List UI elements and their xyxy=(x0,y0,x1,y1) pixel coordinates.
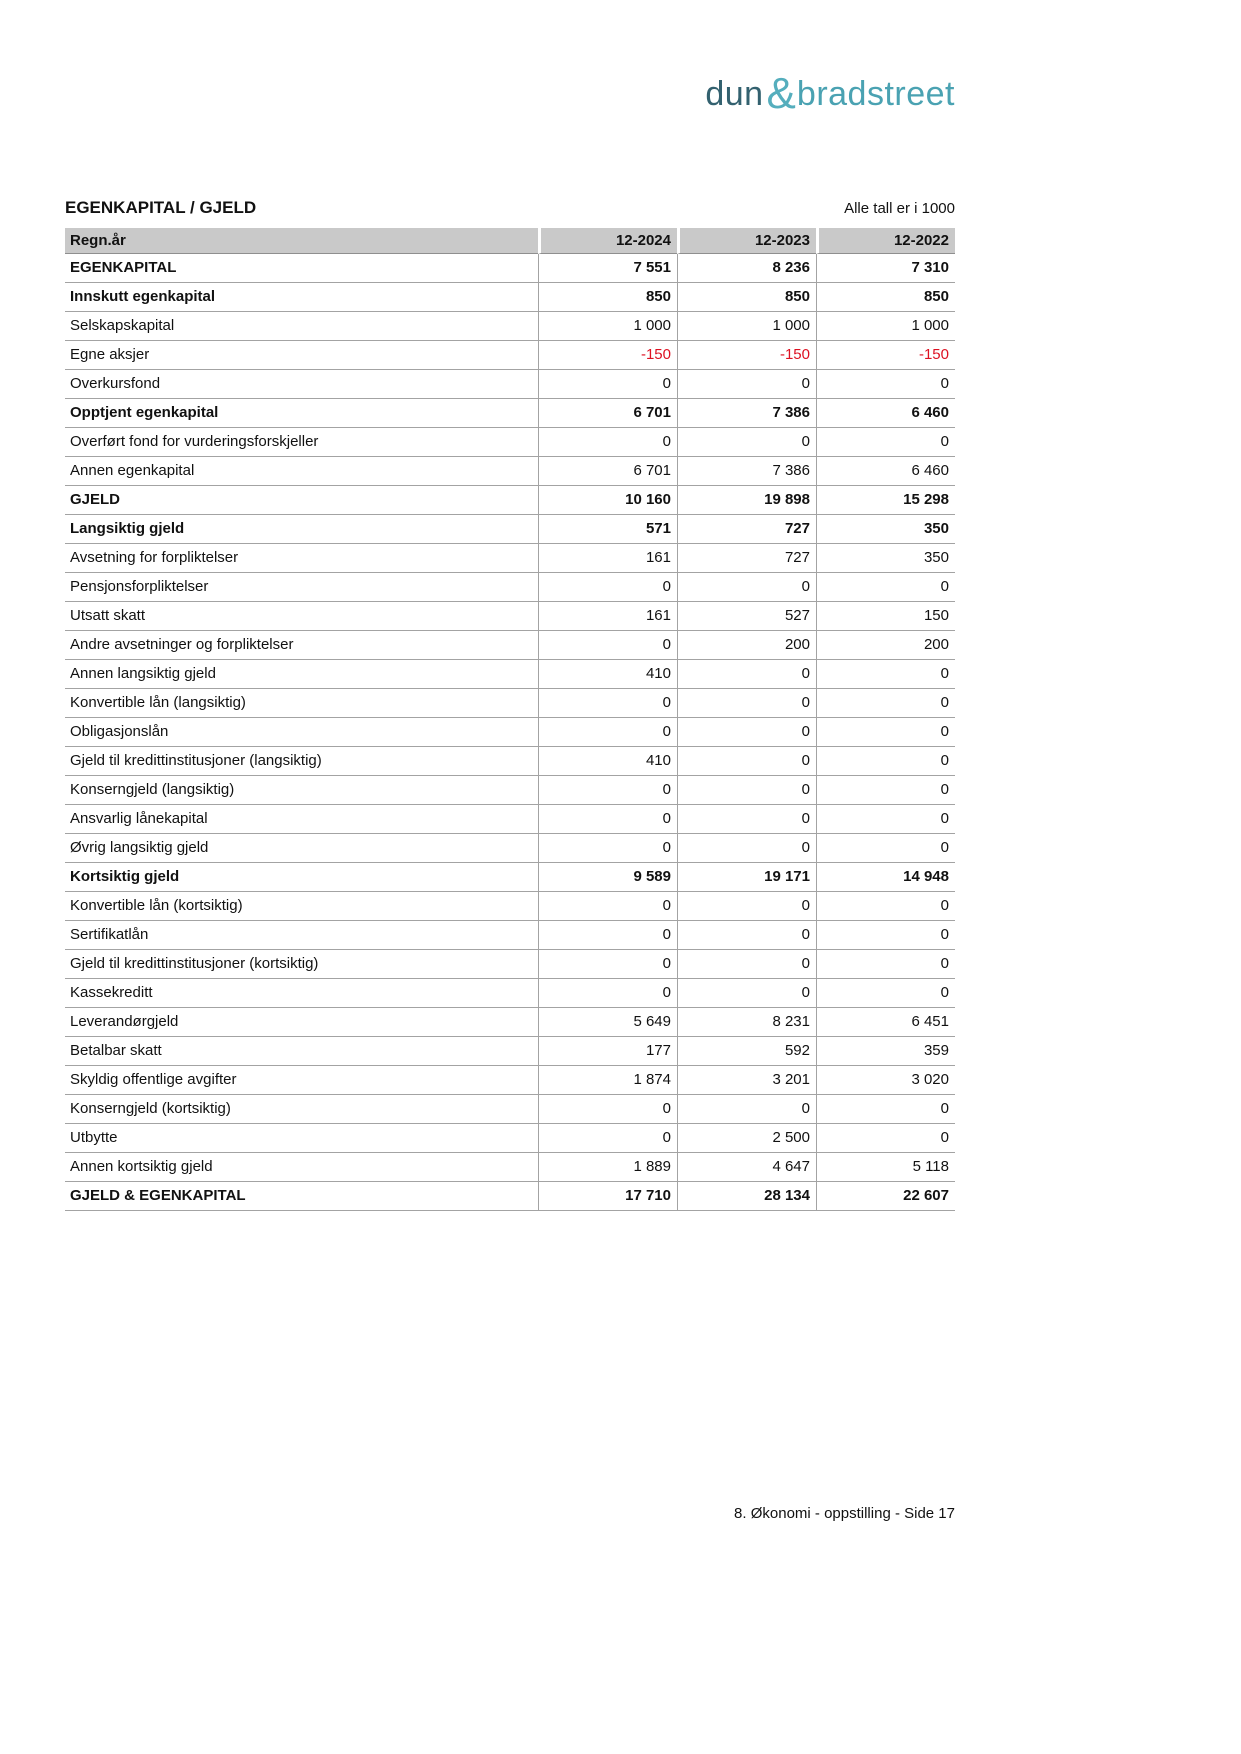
row-value: 0 xyxy=(538,950,677,979)
table-row xyxy=(65,805,955,834)
row-value: 527 xyxy=(677,602,816,631)
row-label: Langsiktig gjeld xyxy=(65,515,538,544)
row-value: 0 xyxy=(677,660,816,689)
table-row xyxy=(65,457,955,486)
row-label: Annen kortsiktig gjeld xyxy=(65,1153,538,1182)
logo-text-dun: dun xyxy=(705,75,764,113)
row-value: 0 xyxy=(538,921,677,950)
row-value: 17 710 xyxy=(538,1182,677,1211)
row-value: 1 000 xyxy=(538,312,677,341)
row-label: Pensjonsforpliktelser xyxy=(65,573,538,602)
table-row xyxy=(65,950,955,979)
row-value: 359 xyxy=(816,1037,955,1066)
row-value: 19 898 xyxy=(677,486,816,515)
row-value: 7 551 xyxy=(538,254,677,283)
row-value: 0 xyxy=(677,805,816,834)
row-value: 0 xyxy=(677,689,816,718)
row-value: 0 xyxy=(538,689,677,718)
row-value: 0 xyxy=(677,921,816,950)
dnb-logo xyxy=(705,66,955,116)
table-row xyxy=(65,312,955,341)
row-value: 0 xyxy=(816,370,955,399)
row-value: 0 xyxy=(677,776,816,805)
row-value: 0 xyxy=(677,979,816,1008)
row-value: 0 xyxy=(538,370,677,399)
table-row xyxy=(65,1008,955,1037)
row-value: 0 xyxy=(816,892,955,921)
table-row xyxy=(65,979,955,1008)
table-header-row xyxy=(65,228,955,254)
row-label: Konvertible lån (kortsiktig) xyxy=(65,892,538,921)
row-value: 0 xyxy=(816,573,955,602)
table-row xyxy=(65,428,955,457)
table-row xyxy=(65,689,955,718)
row-value: -150 xyxy=(677,341,816,370)
row-value: 0 xyxy=(538,776,677,805)
row-label: Andre avsetninger og forpliktelser xyxy=(65,631,538,660)
column-header-regnaar: Regn.år xyxy=(65,228,538,254)
row-label: Øvrig langsiktig gjeld xyxy=(65,834,538,863)
table-row xyxy=(65,544,955,573)
row-value: 0 xyxy=(677,747,816,776)
table-row xyxy=(65,602,955,631)
row-value: 0 xyxy=(538,718,677,747)
row-label: GJELD xyxy=(65,486,538,515)
row-value: 0 xyxy=(677,892,816,921)
row-value: 0 xyxy=(677,718,816,747)
row-label: Konvertible lån (langsiktig) xyxy=(65,689,538,718)
row-value: 0 xyxy=(538,573,677,602)
row-label: Egne aksjer xyxy=(65,341,538,370)
row-label: Utbytte xyxy=(65,1124,538,1153)
row-value: 410 xyxy=(538,660,677,689)
row-label: Kortsiktig gjeld xyxy=(65,863,538,892)
table-row xyxy=(65,834,955,863)
row-value: -150 xyxy=(816,341,955,370)
row-value: 161 xyxy=(538,544,677,573)
table-row xyxy=(65,1066,955,1095)
row-value: 0 xyxy=(538,631,677,660)
row-value: 6 460 xyxy=(816,457,955,486)
row-value: 0 xyxy=(816,776,955,805)
balance-table xyxy=(65,228,955,1211)
row-value: 571 xyxy=(538,515,677,544)
row-value: 0 xyxy=(816,921,955,950)
table-row xyxy=(65,283,955,312)
row-value: -150 xyxy=(538,341,677,370)
table-row xyxy=(65,892,955,921)
row-value: 727 xyxy=(677,515,816,544)
row-value: 350 xyxy=(816,515,955,544)
row-value: 7 386 xyxy=(677,399,816,428)
row-value: 200 xyxy=(816,631,955,660)
row-value: 8 231 xyxy=(677,1008,816,1037)
row-value: 0 xyxy=(816,428,955,457)
page-footer: 8. Økonomi - oppstilling - Side 17 xyxy=(734,1505,955,1522)
table-row xyxy=(65,1124,955,1153)
row-value: 4 647 xyxy=(677,1153,816,1182)
row-value: 0 xyxy=(677,1095,816,1124)
row-label: Obligasjonslån xyxy=(65,718,538,747)
row-value: 150 xyxy=(816,602,955,631)
row-label: Skyldig offentlige avgifter xyxy=(65,1066,538,1095)
page-title: EGENKAPITAL / GJELD xyxy=(65,198,257,217)
row-value: 1 000 xyxy=(677,312,816,341)
row-label: Selskapskapital xyxy=(65,312,538,341)
table-row xyxy=(65,1153,955,1182)
table-row xyxy=(65,660,955,689)
row-value: 592 xyxy=(677,1037,816,1066)
row-value: 0 xyxy=(677,950,816,979)
row-value: 3 201 xyxy=(677,1066,816,1095)
row-label: Overført fond for vurderingsforskjeller xyxy=(65,428,538,457)
row-value: 0 xyxy=(816,979,955,1008)
row-label: Opptjent egenkapital xyxy=(65,399,538,428)
row-value: 28 134 xyxy=(677,1182,816,1211)
table-row xyxy=(65,399,955,428)
row-value: 177 xyxy=(538,1037,677,1066)
balance-table-wrap xyxy=(65,228,955,1211)
row-value: 0 xyxy=(677,834,816,863)
table-row xyxy=(65,573,955,602)
row-value: 350 xyxy=(816,544,955,573)
row-value: 5 649 xyxy=(538,1008,677,1037)
row-value: 6 460 xyxy=(816,399,955,428)
column-header-year-2: 12-2023 xyxy=(677,228,816,254)
row-label: Ansvarlig lånekapital xyxy=(65,805,538,834)
row-value: 0 xyxy=(816,718,955,747)
row-label: Annen langsiktig gjeld xyxy=(65,660,538,689)
row-value: 0 xyxy=(538,834,677,863)
table-row xyxy=(65,515,955,544)
row-value: 0 xyxy=(816,1095,955,1124)
row-value: 727 xyxy=(677,544,816,573)
row-value: 161 xyxy=(538,602,677,631)
row-value: 1 000 xyxy=(816,312,955,341)
row-value: 7 386 xyxy=(677,457,816,486)
row-value: 0 xyxy=(677,428,816,457)
row-value: 2 500 xyxy=(677,1124,816,1153)
table-row xyxy=(65,631,955,660)
row-value: 850 xyxy=(816,283,955,312)
table-row xyxy=(65,1182,955,1211)
row-value: 410 xyxy=(538,747,677,776)
row-value: 0 xyxy=(816,834,955,863)
row-label: Gjeld til kredittinstitusjoner (kortsiktig) xyxy=(65,950,538,979)
row-value: 0 xyxy=(677,370,816,399)
row-value: 0 xyxy=(816,747,955,776)
row-value: 14 948 xyxy=(816,863,955,892)
row-value: 1 889 xyxy=(538,1153,677,1182)
row-value: 7 310 xyxy=(816,254,955,283)
row-label: Utsatt skatt xyxy=(65,602,538,631)
table-row xyxy=(65,341,955,370)
row-value: 850 xyxy=(677,283,816,312)
row-value: 15 298 xyxy=(816,486,955,515)
table-row xyxy=(65,370,955,399)
column-header-year-1: 12-2024 xyxy=(538,228,677,254)
row-label: Konserngjeld (kortsiktig) xyxy=(65,1095,538,1124)
row-value: 0 xyxy=(816,805,955,834)
table-row xyxy=(65,718,955,747)
column-header-year-3: 12-2022 xyxy=(816,228,955,254)
row-value: 6 701 xyxy=(538,399,677,428)
row-value: 0 xyxy=(816,1124,955,1153)
row-value: 0 xyxy=(538,1124,677,1153)
table-row xyxy=(65,747,955,776)
row-value: 19 171 xyxy=(677,863,816,892)
row-label: Konserngjeld (langsiktig) xyxy=(65,776,538,805)
row-value: 200 xyxy=(677,631,816,660)
row-label: Annen egenkapital xyxy=(65,457,538,486)
row-value: 6 701 xyxy=(538,457,677,486)
row-label: Sertifikatlån xyxy=(65,921,538,950)
row-value: 9 589 xyxy=(538,863,677,892)
row-value: 22 607 xyxy=(816,1182,955,1211)
table-row xyxy=(65,776,955,805)
row-value: 0 xyxy=(538,805,677,834)
row-value: 0 xyxy=(538,892,677,921)
row-label: Innskutt egenkapital xyxy=(65,283,538,312)
row-value: 8 236 xyxy=(677,254,816,283)
row-value: 5 118 xyxy=(816,1153,955,1182)
row-value: 0 xyxy=(538,1095,677,1124)
row-value: 10 160 xyxy=(538,486,677,515)
row-value: 850 xyxy=(538,283,677,312)
row-value: 0 xyxy=(538,979,677,1008)
row-value: 0 xyxy=(538,428,677,457)
balance-table-body xyxy=(65,254,955,1211)
row-value: 1 874 xyxy=(538,1066,677,1095)
table-row xyxy=(65,1037,955,1066)
table-row xyxy=(65,1095,955,1124)
row-value: 0 xyxy=(816,660,955,689)
row-label: Gjeld til kredittinstitusjoner (langsiktig) xyxy=(65,747,538,776)
row-value: 3 020 xyxy=(816,1066,955,1095)
title-row xyxy=(65,198,955,218)
table-row xyxy=(65,921,955,950)
row-value: 0 xyxy=(677,573,816,602)
table-row xyxy=(65,486,955,515)
row-label: Avsetning for forpliktelser xyxy=(65,544,538,573)
row-value: 6 451 xyxy=(816,1008,955,1037)
table-row xyxy=(65,254,955,283)
logo-text-bradstreet: bradstreet xyxy=(796,75,955,113)
row-value: 0 xyxy=(816,689,955,718)
table-row xyxy=(65,863,955,892)
row-label: Leverandørgjeld xyxy=(65,1008,538,1037)
row-label: Overkursfond xyxy=(65,370,538,399)
units-note: Alle tall er i 1000 xyxy=(844,200,955,217)
row-value: 0 xyxy=(816,950,955,979)
logo-ampersand-icon: & xyxy=(766,69,796,118)
row-label: GJELD & EGENKAPITAL xyxy=(65,1182,538,1211)
row-label: EGENKAPITAL xyxy=(65,254,538,283)
row-label: Kassekreditt xyxy=(65,979,538,1008)
row-label: Betalbar skatt xyxy=(65,1037,538,1066)
